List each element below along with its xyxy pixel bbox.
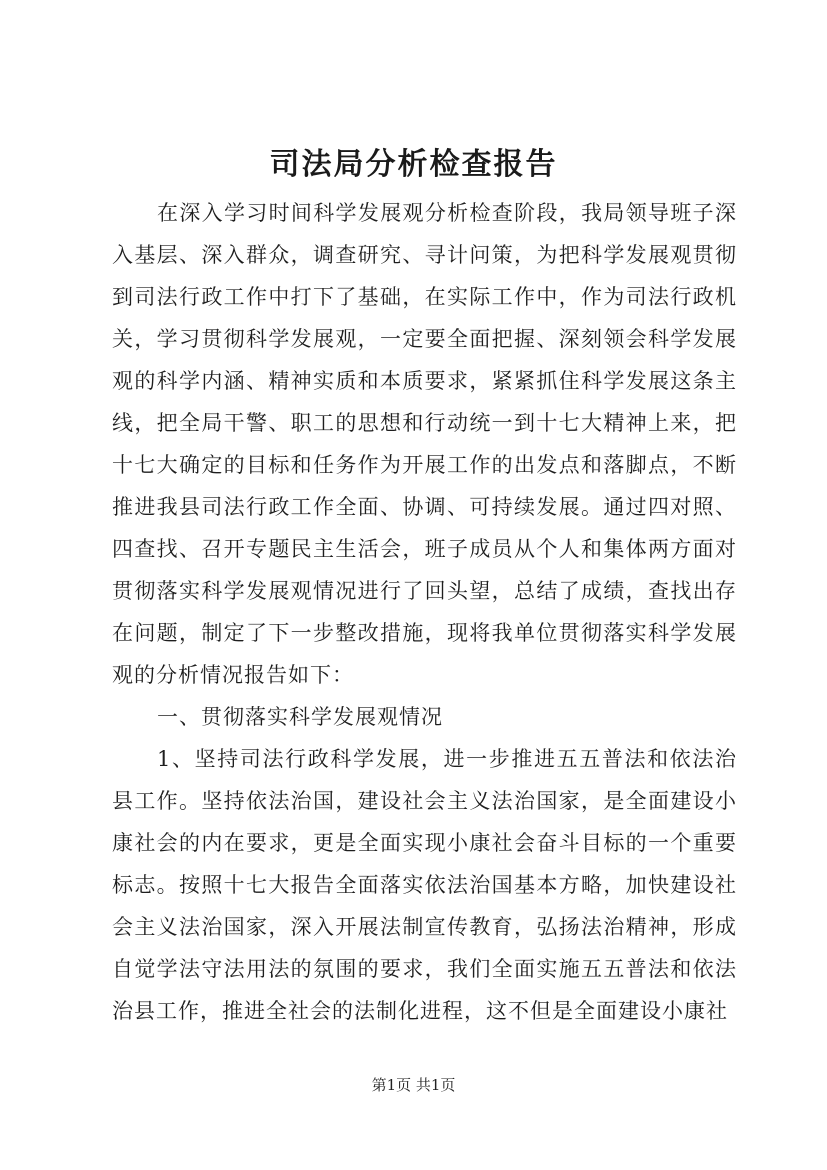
text-line: 四查找、召开专题民主生活会，班子成员从个人和集体两方面对 (112, 537, 737, 561)
text-line: 关，学习贯彻科学发展观，一定要全面把握、深刻领会科学发展 (112, 327, 737, 351)
text-line: 在问题，制定了下一步整改措施，现将我单位贯彻落实科学发展 (112, 621, 737, 645)
text-line: 观的分析情况报告如下： (112, 663, 354, 687)
text-line: 线，把全局干警、职工的思想和行动统一到十七大精神上来，把 (112, 411, 737, 435)
text-line: 自觉学法守法用法的氛围的要求，我们全面实施五五普法和依法 (112, 957, 737, 981)
text-line: 十七大确定的目标和任务作为开展工作的出发点和落脚点，不断 (112, 453, 737, 477)
text-line: 治县工作，推进全社会的法制化进程，这不但是全面建设小康社 (112, 999, 728, 1023)
page-footer: 第1页 共1页 (371, 1076, 456, 1094)
section-paragraph (112, 738, 737, 1032)
text-line: 推进我县司法行政工作全面、协调、可持续发展。通过四对照、 (112, 495, 737, 519)
text-line: 1、坚持司法行政科学发展，进一步推进五五普法和依法治 (157, 747, 737, 771)
document-body (112, 192, 737, 1032)
intro-paragraph (112, 192, 737, 696)
text-line: 会主义法治国家，深入开展法制宣传教育，弘扬法治精神，形成 (112, 915, 737, 939)
document-title: 司法局分析检查报告 (269, 147, 558, 182)
text-line: 入基层、深入群众，调查研究、寻计问策，为把科学发展观贯彻 (112, 243, 737, 267)
text-line: 到司法行政工作中打下了基础，在实际工作中，作为司法行政机 (112, 285, 737, 309)
text-line: 康社会的内在要求，更是全面实现小康社会奋斗目标的一个重要 (112, 831, 737, 855)
text-line: 县工作。坚持依法治国，建设社会主义法治国家，是全面建设小 (112, 789, 737, 813)
text-line: 标志。按照十七大报告全面落实依法治国基本方略，加快建设社 (112, 873, 737, 897)
section-heading: 一、贯彻落实科学发展观情况 (157, 705, 443, 729)
text-line: 在深入学习时间科学发展观分析检查阶段，我局领导班子深 (157, 201, 737, 225)
text-line: 贯彻落实科学发展观情况进行了回头望，总结了成绩，查找出存 (112, 579, 737, 603)
text-line: 观的科学内涵、精神实质和本质要求，紧紧抓住科学发展这条主 (112, 369, 737, 393)
